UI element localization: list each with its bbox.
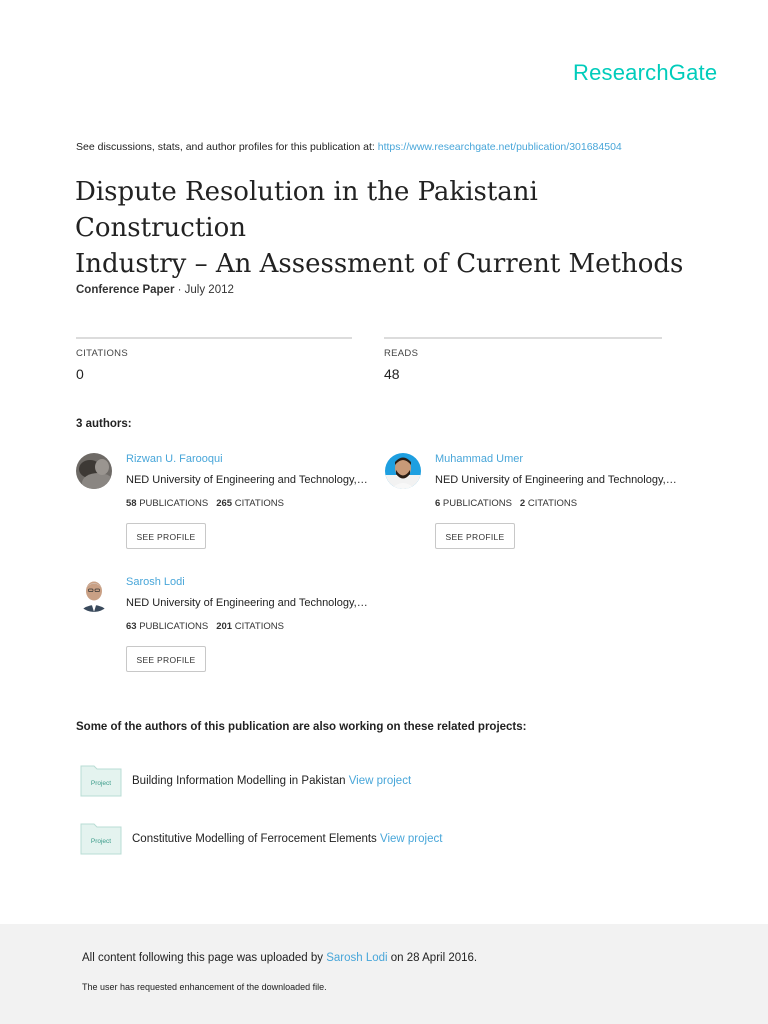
author-citations-label: CITATIONS: [232, 621, 284, 632]
author-name-link[interactable]: Muhammad Umer: [435, 453, 524, 465]
author-publications-count: 63: [126, 621, 137, 632]
project-folder-icon: [80, 763, 122, 797]
project-item: [80, 821, 680, 857]
author-card: [385, 453, 695, 563]
enhancement-note: The user has requested enhancement of the downloaded file.: [82, 982, 327, 992]
publication-url-link[interactable]: https://www.researchgate.net/publication/301684504: [377, 141, 622, 153]
view-project-link[interactable]: View project: [348, 775, 412, 787]
project-folder-icon: [80, 821, 122, 855]
publication-link-line: [76, 141, 622, 153]
project-text: [132, 775, 411, 787]
avatar-photo-icon[interactable]: [76, 453, 112, 489]
author-card: [76, 576, 386, 686]
project-icon-label: Project: [90, 838, 112, 845]
author-stats: [126, 621, 284, 632]
author-card: [76, 453, 386, 563]
author-publications-label: PUBLICATIONS: [136, 621, 209, 632]
avatar-photo-icon[interactable]: [385, 453, 421, 489]
project-item: [80, 763, 680, 799]
project-title: Building Information Modelling in Pakistan: [132, 775, 349, 787]
project-text: [132, 833, 442, 845]
paper-meta: [76, 284, 234, 296]
upload-prefix: All content following this page was uploaded by: [82, 952, 327, 964]
author-publications-label: PUBLICATIONS: [440, 498, 512, 509]
upload-info: [82, 952, 477, 964]
paper-title: [75, 174, 715, 282]
researchgate-logo[interactable]: ResearchGate: [573, 60, 718, 85]
author-citations-count: 201: [216, 621, 233, 632]
author-stats: [126, 498, 284, 509]
paper-date: · July 2012: [174, 284, 234, 296]
reads-label: READS: [384, 348, 419, 359]
see-profile-button[interactable]: SEE PROFILE: [126, 523, 206, 549]
authors-heading: 3 authors:: [76, 418, 132, 430]
uploader-link[interactable]: Sarosh Lodi: [326, 952, 388, 964]
reads-divider: [384, 337, 662, 339]
project-title: Constitutive Modelling of Ferrocement Elements: [132, 833, 380, 845]
intro-text: See discussions, stats, and author profiles for this publication at:: [76, 141, 378, 153]
author-citations-count: 2: [519, 498, 526, 509]
author-citations-label: CITATIONS: [232, 498, 284, 509]
project-icon-label: Project: [90, 780, 112, 787]
author-name-link[interactable]: Rizwan U. Farooqui: [126, 453, 223, 465]
author-name-link[interactable]: Sarosh Lodi: [126, 576, 185, 588]
author-stats: [435, 498, 577, 509]
author-institution: NED University of Engineering and Technology,…: [126, 597, 368, 609]
author-publications-count: 58: [126, 498, 137, 509]
author-institution: NED University of Engineering and Technology,…: [435, 474, 677, 486]
reads-count: 48: [384, 366, 400, 382]
see-profile-button[interactable]: SEE PROFILE: [126, 646, 206, 672]
avatar-photo-icon[interactable]: [76, 576, 112, 612]
upload-suffix: on 28 April 2016.: [387, 952, 478, 964]
see-profile-button[interactable]: SEE PROFILE: [435, 523, 515, 549]
view-project-link[interactable]: View project: [380, 833, 443, 845]
author-citations-label: CITATIONS: [525, 498, 578, 509]
author-publications-count: 6: [435, 498, 441, 509]
author-publications-label: PUBLICATIONS: [136, 498, 209, 509]
paper-title-line2: Industry – An Assessment of Current Methods: [75, 249, 684, 279]
citations-label: CITATIONS: [76, 348, 128, 359]
citations-divider: [76, 337, 352, 339]
author-institution: NED University of Engineering and Technology,…: [126, 474, 368, 486]
author-citations-count: 265: [216, 498, 233, 509]
related-projects-heading: Some of the authors of this publication are also working on these related projects:: [76, 721, 527, 733]
paper-title-line1: Dispute Resolution in the Pakistani Construction: [75, 177, 538, 243]
citations-count: 0: [76, 366, 84, 382]
paper-type: Conference Paper: [76, 284, 175, 296]
footer-panel: [0, 924, 768, 1024]
